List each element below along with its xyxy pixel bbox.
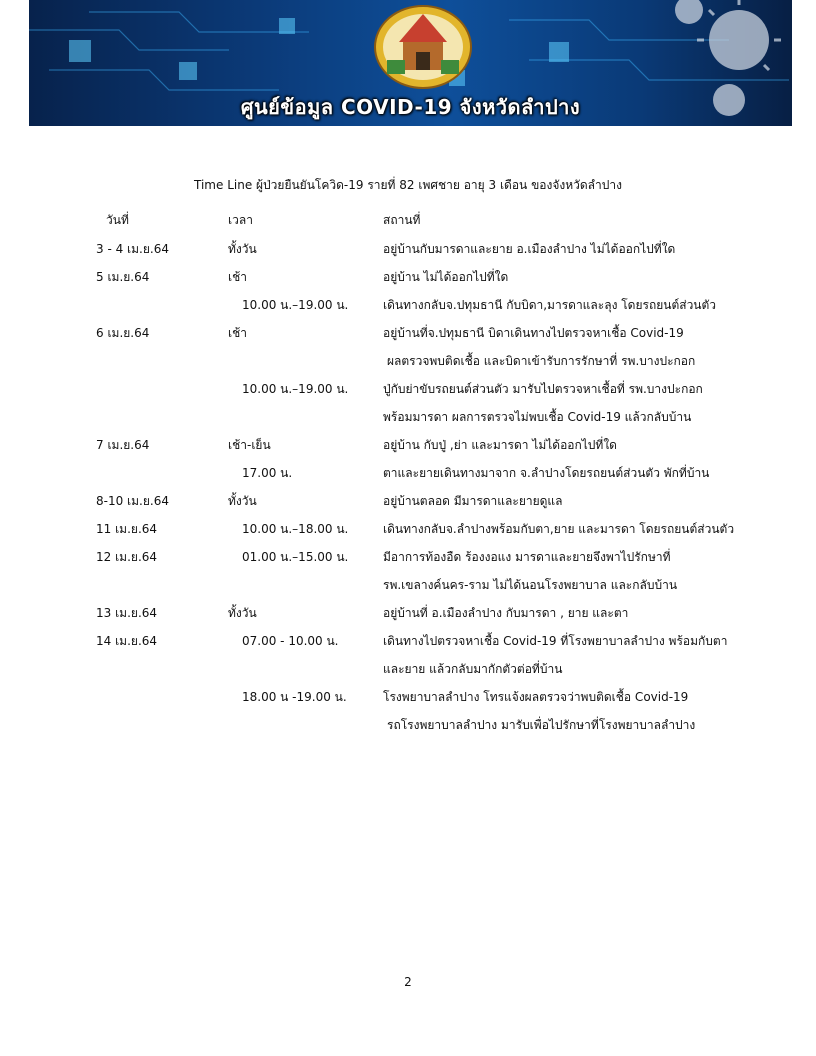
header-date: วันที่ [106,213,129,227]
row-place: อยู่บ้าน ไม่ได้ออกไปที่ใด [383,270,509,284]
document-title: Time Line ผู้ป่วยยืนยันโควิด-19 รายที่ 82 เพศชาย อายุ 3 เดือน ของจังหวัดลำปาง [194,178,622,192]
row-date: 13 เม.ย.64 [96,606,158,620]
row-place: เดินทางกลับจ.ปทุมธานี กับบิดา,มารดาและลุง โดยรถยนต์ส่วนตัว [383,298,717,312]
row-date: 11 เม.ย.64 [96,522,158,536]
row-place: ผลตรวจพบติดเชื้อ และบิดาเข้ารับการรักษาที่ รพ.บางปะกอก [387,354,696,368]
timeline-row [0,464,816,492]
row-place: และยาย แล้วกลับมากักตัวต่อที่บ้าน [383,662,563,676]
row-place: อยู่บ้านที่ อ.เมืองลำปาง กับมารดา , ยาย และตา [383,606,629,620]
row-time: 07.00 - 10.00 น. [242,634,339,648]
row-place: ปู่กับย่าขับรถยนต์ส่วนตัว มารับไปตรวจหาเชื้อที่ รพ.บางปะกอก [383,382,703,396]
row-date: 5 เม.ย.64 [96,270,150,284]
province-seal-icon [373,4,473,90]
header-banner [29,0,792,126]
row-place: อยู่บ้านกับมารดาและยาย อ.เมืองลำปาง ไม่ได้ออกไปที่ใด [383,242,676,256]
row-place: รพ.เขลางค์นคร-ราม ไม่ได้นอนโรงพยาบาล และกลับบ้าน [383,578,678,592]
row-time: เช้า-เย็น [228,438,271,452]
row-date: 6 เม.ย.64 [96,326,150,340]
row-date: 14 เม.ย.64 [96,634,158,648]
timeline-row [0,436,816,464]
row-place: อยู่บ้านตลอด มีมารดาและยายดูแล [383,494,563,508]
header-place: สถานที่ [383,213,421,227]
row-date: 3 - 4 เม.ย.64 [96,242,169,256]
row-date: 7 เม.ย.64 [96,438,150,452]
row-place: เดินทางกลับจ.ลำปางพร้อมกับตา,ยาย และมารดา โดยรถยนต์ส่วนตัว [383,522,735,536]
timeline-row [0,268,816,296]
timeline-row [0,548,816,576]
row-time: เช้า [228,326,247,340]
row-place: โรงพยาบาลลำปาง โทรแจ้งผลตรวจว่าพบติดเชื้อ Covid-19 [383,690,689,704]
timeline-row [0,296,816,324]
timeline-row [0,492,816,520]
timeline-row [0,632,816,660]
timeline-row [0,660,816,688]
timeline-row [0,324,816,352]
timeline-row [0,520,816,548]
header-time: เวลา [228,213,253,227]
timeline-row [0,408,816,436]
row-place: พร้อมมารดา ผลการตรวจไม่พบเชื้อ Covid-19 แล้วกลับบ้าน [383,410,692,424]
row-time: ทั้งวัน [228,242,257,256]
timeline-row [0,576,816,604]
row-time: 10.00 น.–19.00 น. [242,382,349,396]
row-place: มีอาการท้องอืด ร้องงอแง มารดาและยายจึงพาไปรักษาที่ [383,550,671,564]
row-date: 12 เม.ย.64 [96,550,158,564]
row-time: ทั้งวัน [228,606,257,620]
page-number: 2 [404,975,412,989]
timeline-row [0,352,816,380]
timeline-row [0,604,816,632]
row-time: 10.00 น.–18.00 น. [242,522,349,536]
row-place: อยู่บ้าน กับปู่ ,ย่า และมารดา ไม่ได้ออกไปที่ใด [383,438,617,452]
row-time: 10.00 น.–19.00 น. [242,298,349,312]
timeline-row [0,240,816,268]
row-place: อยู่บ้านที่จ.ปทุมธานี บิดาเดินทางไปตรวจหาเชื้อ Covid-19 [383,326,684,340]
row-place: รถโรงพยาบาลลำปาง มารับเพื่อไปรักษาที่โรงพยาบาลลำปาง [387,718,696,732]
row-time: 18.00 น -19.00 น. [242,690,347,704]
row-time: ทั้งวัน [228,494,257,508]
row-date: 8-10 เม.ย.64 [96,494,169,508]
row-time: 17.00 น. [242,466,293,480]
row-place: ตาและยายเดินทางมาจาก จ.ลำปางโดยรถยนต์ส่วนตัว พักที่บ้าน [383,466,710,480]
timeline-row [0,688,816,716]
row-time: 01.00 น.–15.00 น. [242,550,349,564]
banner-title: ศูนย์ข้อมูล COVID-19 จังหวัดลำปาง [240,95,581,119]
timeline-row [0,716,816,744]
row-time: เช้า [228,270,247,284]
row-place: เดินทางไปตรวจหาเชื้อ Covid-19 ที่โรงพยาบาลลำปาง พร้อมกับตา [383,634,728,648]
timeline-row [0,380,816,408]
